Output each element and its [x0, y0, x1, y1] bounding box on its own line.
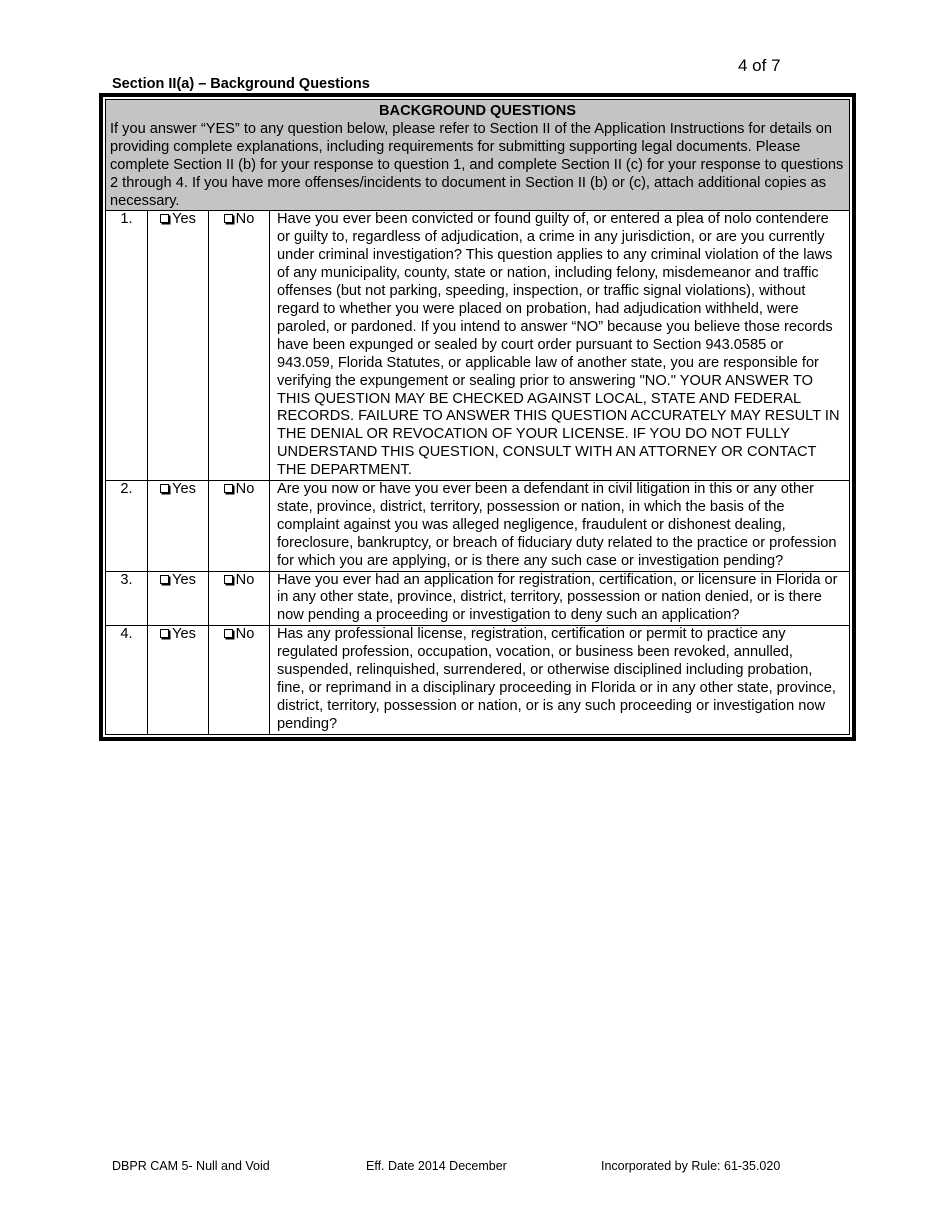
checkbox-icon[interactable] [160, 575, 169, 584]
checkbox-icon[interactable] [224, 484, 233, 493]
question-text: Has any professional license, registration, certification or permit to practice any regulated profession, occupation, vocation, or business been revoked, annulled, suspended, relinquished, surrendered, or otherwise disciplined including probation, fine, or reprimand in a disciplinary proceeding in Florida or in any other state, province, district, territory, possession or nation, or is any such proceeding or investigation now pending? [270, 626, 850, 734]
question-row-3 [106, 571, 850, 626]
question-number: 4. [106, 626, 148, 734]
no-label: No [235, 626, 255, 643]
checkbox-icon[interactable] [224, 629, 233, 638]
question-text: Have you ever been convicted or found guilty of, or entered a plea of nolo contendere or guilty to, regardless of adjudication, a crime in any jurisdiction, or are you currently under criminal investigation? This question applies to any criminal violation of the laws of any municipality, county, state or nation, including felony, misdemeanor and traffic offenses (but not parking, speeding, inspection, or traffic signal violations), without regard to whether you were placed on probation, had adjudication withheld, were paroled, or pardoned. If you intend to answer “NO” because you believe those records have been expunged or sealed by court order pursuant to Section 943.0585 or 943.059, Florida Statutes, or applicable law of another state, you are responsible for verifying the expungement or sealing prior to answering "NO." YOUR ANSWER TO THIS QUESTION MAY BE CHECKED AGAINST LOCAL, STATE AND FEDERAL RECORDS. FAILURE TO ANSWER THIS QUESTION ACCURATELY MAY RESULT IN THE DENIAL OR REVOCATION OF YOUR LICENSE. IF YOU DO NOT FULLY UNDERSTAND THIS QUESTION, CONSULT WITH AN ATTORNEY OR CONTACT THE DEPARTMENT. [270, 211, 850, 481]
no-label: No [235, 571, 255, 588]
question-number: 1. [106, 211, 148, 481]
yes-label: Yes [172, 481, 196, 498]
question-row-1 [106, 211, 850, 481]
table-instructions: If you answer “YES” to any question below, please refer to Section II of the Application Instructions for details on providing complete explanations, including requirements for submitting supporting legal documents. Please complete Section II (b) for your response to question 1, and complete Section II (c) for your response to questions 2 through 4. If you have more offenses/incidents to document in Section II (b) or (c), attach additional copies as necessary. [110, 120, 844, 209]
no-label: No [235, 211, 255, 228]
question-4-no-option[interactable] [209, 626, 270, 734]
question-row-4 [106, 626, 850, 734]
background-questions-table [99, 93, 856, 741]
table-header [106, 100, 850, 211]
checkbox-icon[interactable] [160, 629, 169, 638]
question-2-no-option[interactable] [209, 481, 270, 572]
question-number: 2. [106, 481, 148, 572]
footer-rule: Incorporated by Rule: 61-35.020 [601, 1159, 781, 1173]
yes-label: Yes [172, 571, 196, 588]
checkbox-icon[interactable] [224, 575, 233, 584]
checkbox-icon[interactable] [160, 484, 169, 493]
question-3-no-option[interactable] [209, 571, 270, 626]
checkbox-icon[interactable] [224, 214, 233, 223]
table-title: BACKGROUND QUESTIONS [378, 103, 577, 119]
question-row-2 [106, 481, 850, 572]
footer-effective-date: Eff. Date 2014 December [366, 1159, 507, 1173]
yes-label: Yes [172, 626, 196, 643]
question-3-yes-option[interactable] [148, 571, 209, 626]
no-label: No [235, 481, 255, 498]
question-1-no-option[interactable] [209, 211, 270, 481]
question-2-yes-option[interactable] [148, 481, 209, 572]
checkbox-icon[interactable] [160, 214, 169, 223]
section-title: Section II(a) – Background Questions [112, 76, 370, 92]
question-1-yes-option[interactable] [148, 211, 209, 481]
question-number: 3. [106, 571, 148, 626]
question-text: Are you now or have you ever been a defendant in civil litigation in this or any other state, province, district, territory, possession or nation, in which the basis of the complaint against you was alleged negligence, fraudulent or dishonest dealing, foreclosure, bankruptcy, or breach of fiduciary duty related to the practice or profession for which you are applying, or is there any such case or investigation pending? [270, 481, 850, 572]
yes-label: Yes [172, 211, 196, 228]
page-number: 4 of 7 [738, 56, 781, 75]
footer-form-id: DBPR CAM 5- Null and Void [112, 1159, 270, 1173]
question-4-yes-option[interactable] [148, 626, 209, 734]
question-text: Have you ever had an application for registration, certification, or licensure in Florida or in any other state, province, district, territory, possession or nation denied, or is there now pending a proceeding or investigation to deny such an application? [270, 571, 850, 626]
